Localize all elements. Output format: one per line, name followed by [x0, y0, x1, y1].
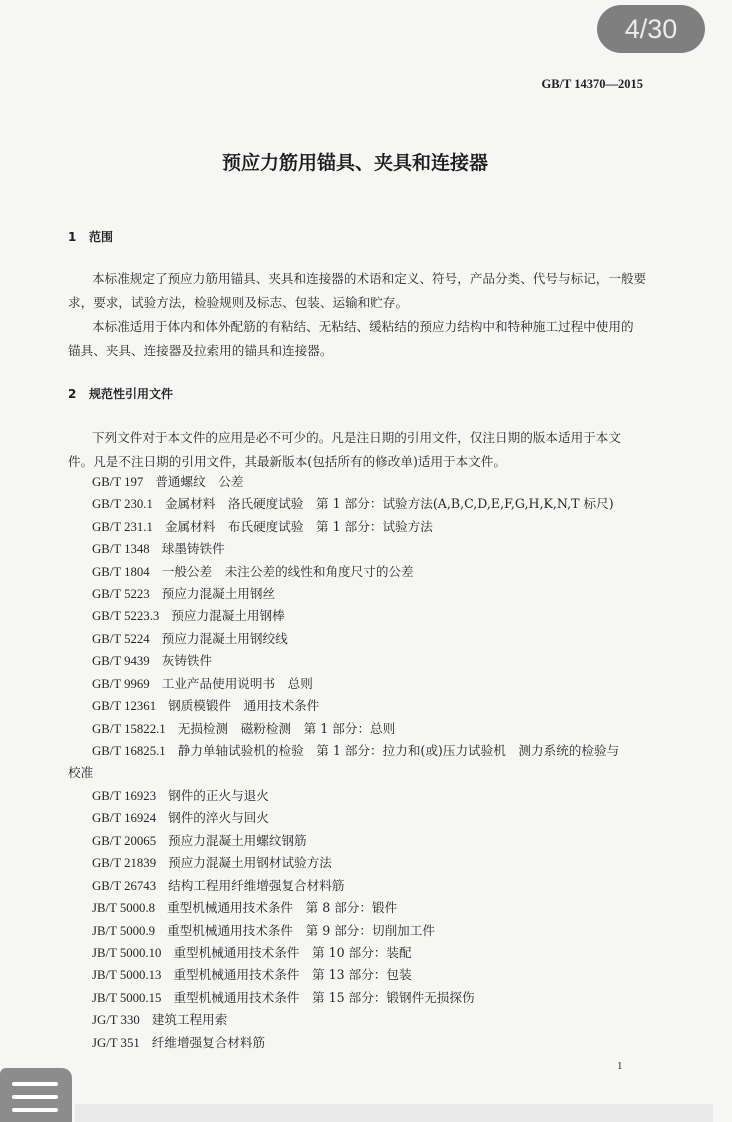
page-number: 1: [617, 1060, 623, 1072]
reference-item: [92, 875, 712, 897]
reference-item: [92, 920, 712, 942]
reference-title: 重型机械通用技术条件 第 9 部分：切削加工件: [167, 922, 435, 938]
reference-code: GB/T 15822.1: [92, 721, 166, 736]
reference-code: GB/T 231.1: [92, 519, 153, 534]
reference-code: JB/T 5000.10: [92, 945, 162, 960]
reference-item: [92, 942, 712, 964]
reference-title: 无损检测 磁粉检测 第 1 部分：总则: [177, 720, 396, 736]
paragraph-line: 锚具、夹具、连接器及拉索用的锚具和连接器。: [68, 343, 333, 358]
scope-paragraphs: [68, 267, 668, 363]
reference-code: GB/T 5224: [92, 631, 150, 646]
bottom-bar: [75, 1104, 713, 1122]
menu-button[interactable]: [0, 1068, 72, 1122]
reference-item: [92, 718, 712, 740]
reference-title: 重型机械通用技术条件 第 13 部分：包装: [173, 967, 412, 983]
reference-item: [92, 650, 712, 672]
reference-title-continuation: 校准: [68, 765, 94, 781]
reference-code: GB/T 21839: [92, 856, 157, 871]
reference-item: [92, 1009, 712, 1031]
reference-item: [92, 1032, 712, 1054]
reference-item: [92, 471, 712, 493]
reference-code: GB/T 16924: [92, 811, 157, 826]
reference-code: JG/T 330: [92, 1013, 140, 1028]
reference-title: 钢质模锻件 通用技术条件: [168, 698, 320, 714]
reference-title: 灰铸铁件: [161, 653, 213, 669]
page-indicator: 4/30: [597, 5, 705, 53]
reference-item: [92, 516, 712, 538]
reference-title: 重型机械通用技术条件 第 10 部分：装配: [173, 944, 412, 960]
reference-code: GB/T 16923: [92, 788, 157, 803]
reference-title: 重型机械通用技术条件 第 8 部分：锻件: [167, 900, 398, 916]
paragraph-line: 求，要求，试验方法，检验规则及标志、包装、运输和贮存。: [68, 295, 409, 310]
reference-code: JB/T 5000.13: [92, 968, 162, 983]
reference-title: 纤维增强复合材料筋: [151, 1034, 266, 1050]
reference-title: 静力单轴试验机的检验 第 1 部分：拉力和(或)压力试验机 测力系统的检验与: [177, 743, 620, 759]
section-number: 1: [68, 230, 77, 244]
reference-code: GB/T 26743: [92, 878, 157, 893]
reference-code: JB/T 5000.8: [92, 901, 156, 916]
reference-title: 金属材料 布氏硬度试验 第 1 部分：试验方法: [164, 518, 433, 534]
reference-list: [68, 471, 712, 1054]
reference-item: [92, 740, 712, 762]
reference-item: [92, 561, 712, 583]
reference-code: GB/T 20065: [92, 833, 157, 848]
reference-title: 球墨铸铁件: [161, 541, 225, 557]
paragraph-line: 本标准规定了预应力筋用锚具、夹具和连接器的术语和定义、符号，产品分类、代号与标记，一般要: [92, 271, 647, 286]
reference-title: 重型机械通用技术条件 第 15 部分：锻钢件无损探伤: [173, 989, 475, 1005]
reference-title: 预应力混凝土用钢材试验方法: [168, 855, 332, 871]
reference-title: 钢件的正火与退火: [168, 787, 269, 803]
reference-title: 预应力混凝土用钢丝: [161, 585, 276, 601]
reference-item: [92, 538, 712, 560]
reference-title: 普通螺纹 公差: [155, 473, 244, 489]
reference-item: [92, 987, 712, 1009]
reference-title: 预应力混凝土用钢绞线: [161, 630, 288, 646]
reference-title: 预应力混凝土用钢棒: [171, 608, 285, 624]
reference-title: 金属材料 洛氏硬度试验 第 1 部分：试验方法(A,B,C,D,E,F,G,H,K,N,T 标尺): [164, 496, 614, 512]
paragraph-line: 本标准适用于体内和体外配筋的有粘结、无粘结、缓粘结的预应力结构中和特种施工过程中使用的: [92, 319, 634, 334]
reference-title: 钢件的淬火与回火: [168, 810, 269, 826]
standard-code-header: GB/T 14370—2015: [541, 77, 643, 91]
reference-code: GB/T 16825.1: [92, 744, 166, 759]
reference-code: GB/T 1804: [92, 564, 150, 579]
section-heading-normative-references: [68, 386, 173, 402]
paragraph-line: 件。凡是不注日期的引用文件，其最新版本(包括所有的修改单)适用于本文件。: [68, 454, 507, 469]
reference-code: GB/T 1348: [92, 542, 150, 557]
reference-title: 结构工程用纤维增强复合材料筋: [168, 877, 345, 893]
references-intro: [68, 426, 668, 474]
reference-item: [92, 964, 712, 986]
reference-title: 建筑工程用索: [151, 1012, 228, 1028]
reference-item: [92, 493, 712, 515]
reference-item: [92, 852, 712, 874]
paragraph-line: 下列文件对于本文件的应用是必不可少的。凡是注日期的引用文件，仅注日期的版本适用于本文: [92, 430, 621, 445]
reference-item: [92, 673, 712, 695]
reference-item: [92, 605, 712, 627]
section-title: 范围: [89, 230, 114, 244]
reference-code: GB/T 12361: [92, 699, 157, 714]
reference-code: GB/T 230.1: [92, 497, 153, 512]
reference-item: [92, 807, 712, 829]
hamburger-menu-icon: [12, 1082, 58, 1114]
section-number: 2: [68, 387, 77, 401]
section-title: 规范性引用文件: [89, 387, 174, 401]
document-title: 预应力筋用锚具、夹具和连接器: [221, 152, 488, 174]
reference-code: GB/T 5223.3: [92, 609, 160, 624]
reference-item: [92, 785, 712, 807]
reference-item: [92, 583, 712, 605]
reference-code: JB/T 5000.15: [92, 990, 162, 1005]
reference-code: JG/T 351: [92, 1035, 140, 1050]
reference-title: 预应力混凝土用螺纹钢筋: [168, 832, 307, 848]
reference-item: [92, 695, 712, 717]
reference-item: [92, 628, 712, 650]
reference-item: [92, 897, 712, 919]
section-heading-scope: [68, 229, 113, 245]
reference-code: GB/T 197: [92, 474, 144, 489]
reference-item: [92, 830, 712, 852]
reference-code: GB/T 5223: [92, 586, 150, 601]
reference-code: GB/T 9969: [92, 676, 150, 691]
reference-code: GB/T 9439: [92, 654, 150, 669]
reference-code: JB/T 5000.9: [92, 923, 156, 938]
reference-title: 一般公差 未注公差的线性和角度尺寸的公差: [161, 563, 414, 579]
reference-title: 工业产品使用说明书 总则: [161, 675, 313, 691]
